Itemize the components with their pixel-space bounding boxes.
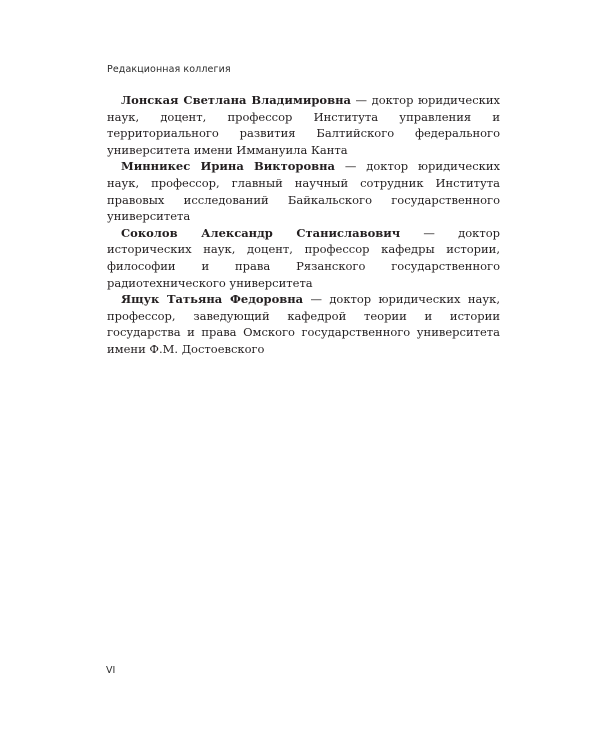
- member-description: — доктор юридических наук, профессор, заведующий кафедрой теории и истории государства и права Омского государственного университета имени Ф.М. Достоевского: [107, 292, 500, 356]
- running-header: Редакционная коллегия: [107, 64, 231, 75]
- member-description: — доктор исторических наук, доцент, профессор кафедры истории, философии и права Рязанского государственного радиотехнического университета: [107, 225, 500, 290]
- board-member-entry: [107, 158, 500, 224]
- page-number: VI: [106, 665, 116, 676]
- editorial-board-list: [107, 92, 500, 358]
- board-member-entry: [107, 225, 500, 291]
- board-member-entry: [107, 291, 500, 357]
- member-description: — доктор юридических наук, доцент, профессор Института управления и территориального развития Балтийского федерального университета имени Иммануила Канта: [107, 93, 500, 157]
- board-member-entry: [107, 92, 500, 158]
- member-name: Минникес Ирина Викторовна: [121, 159, 335, 174]
- member-name: Лонская Светлана Владимировна: [121, 93, 351, 107]
- member-name: Соколов Александр Станиславович: [121, 225, 401, 240]
- member-description: — доктор юридических наук, профессор, главный научный сотрудник Института правовых исследований Байкальского государственного университета: [107, 159, 501, 224]
- member-name: Ящук Татьяна Федоровна: [121, 292, 304, 307]
